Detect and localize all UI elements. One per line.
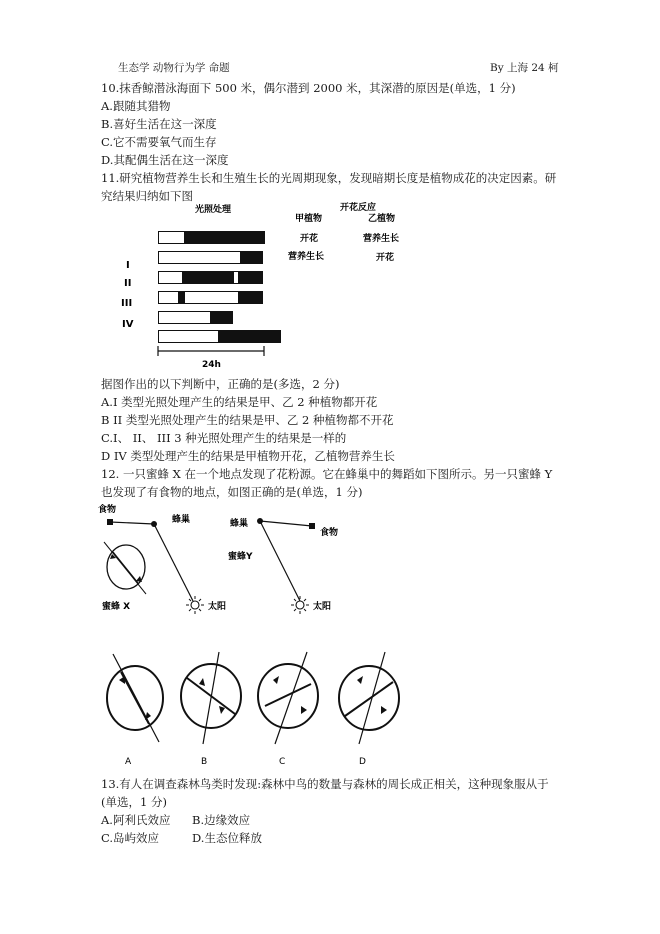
photoperiod-bar-iii [159,312,233,324]
choice-d-dance[interactable] [339,652,399,744]
col-response-label: 开花反应 [340,203,377,213]
col-treatment-label: 光照处理 [195,205,232,215]
q10-option-a: A.跟随其猎物 [101,99,171,113]
sun-icon-y [291,596,309,614]
choice-a-dance[interactable] [107,654,163,742]
bee-y-label: 蜜蜂Y [228,552,253,562]
sun-icon [186,596,204,614]
choice-b-label: B [201,757,208,767]
q11-stem-line2: 究结果归纳如下图 [101,189,193,203]
hive-label-x: 蜂巢 [172,515,191,525]
sun-label-x: 太阳 [208,602,227,612]
q10-option-c: C.它不需要氧气而生存 [101,135,217,149]
q10-option-b: B.喜好生活在这一深度 [101,117,217,131]
row2-plant-b-result: 开花 [376,253,395,263]
q11-stem-line1: 11.研究植物营养生长和生殖生长的光周期现象，发现暗期长度是植物成花的决定因素。研 [101,171,557,185]
choice-c-dance[interactable] [258,652,318,744]
photoperiod-bar-i [159,272,263,284]
q11-option-a: A.I 类型光照处理产生的结果是甲、乙 2 种植物都开花 [101,395,378,409]
bee-dance-choices [95,640,425,772]
q13-stem-line2: (单选，1 分) [101,795,167,809]
roman-iv: IV [122,319,134,330]
choice-d-label: D [359,757,366,767]
header-subject: 生态学 动物行为学 命题 [118,62,230,74]
photoperiod-diagram [110,200,430,372]
bee-dance-diagram [90,498,390,626]
q13-option-c: C.岛屿效应 [101,831,160,845]
choice-c-label: C [279,757,286,767]
roman-i: I [126,260,130,271]
row1-plant-b-result: 营养生长 [363,234,400,244]
photoperiod-bar-1 [159,232,265,244]
col-plant-b-label: 乙植物 [368,214,396,224]
q12-stem-line2: 也发现了有食物的地点，如图正确的是(单选，1 分) [101,485,363,499]
hive-label-y: 蜂巢 [230,519,249,529]
food-label-y: 食物 [320,528,339,538]
q11-ask: 据图作出的以下判断中，正确的是(多选，2 分) [101,377,340,391]
q12-stem-line1: 12. 一只蜜蜂 X 在一个地点发现了花粉源。它在蜂巢中的舞蹈如下图所示。另一只蜜蜂 Y [101,467,553,481]
q11-option-b: B II 类型光照处理产生的结果是甲、乙 2 种植物都不开花 [101,413,394,427]
row1-plant-a-result: 开花 [300,234,319,244]
photoperiod-bar-ii [159,292,263,304]
q10-stem: 10.抹香鲸潜泳海面下 500 米，偶尔潜到 2000 米，其深潜的原因是(单选，1 分) [101,81,516,95]
q11-option-d: D IV 类型处理产生的结果是甲植物开花，乙植物营养生长 [101,449,395,463]
q11-option-c: C.I、 II、 III 3 种光照处理产生的结果是一样的 [101,431,347,445]
roman-iii: III [121,298,133,309]
choice-b-dance[interactable] [181,652,241,744]
food-marker-y [309,523,315,529]
bee-x-label: 蜜蜂 X [102,602,131,612]
choice-a-label: A [125,757,132,767]
waggle-dance-x [104,542,146,594]
q13-stem-line1: 13.有人在调查森林鸟类时发现:森林中鸟的数量与森林的周长成正相关，这种现象服从于 [101,777,549,791]
roman-ii: II [124,278,132,289]
row2-plant-a-result: 营养生长 [288,252,325,262]
q10-option-d: D.其配偶生活在这一深度 [101,153,229,167]
header-author: By 上海 24 柯 [490,62,559,74]
col-plant-a-label: 甲植物 [295,214,323,224]
food-label-x: 食物 [98,505,117,515]
q13-option-a: A.阿利氏效应 [101,813,171,827]
sun-label-y: 太阳 [313,602,332,612]
q13-option-d: D.生态位释放 [192,831,262,845]
scale-bar-24h [158,346,264,356]
q13-option-b: B.边缘效应 [192,813,251,827]
photoperiod-bar-iv [159,331,281,343]
photoperiod-bar-2 [159,252,263,264]
scale-label: 24h [202,360,221,370]
